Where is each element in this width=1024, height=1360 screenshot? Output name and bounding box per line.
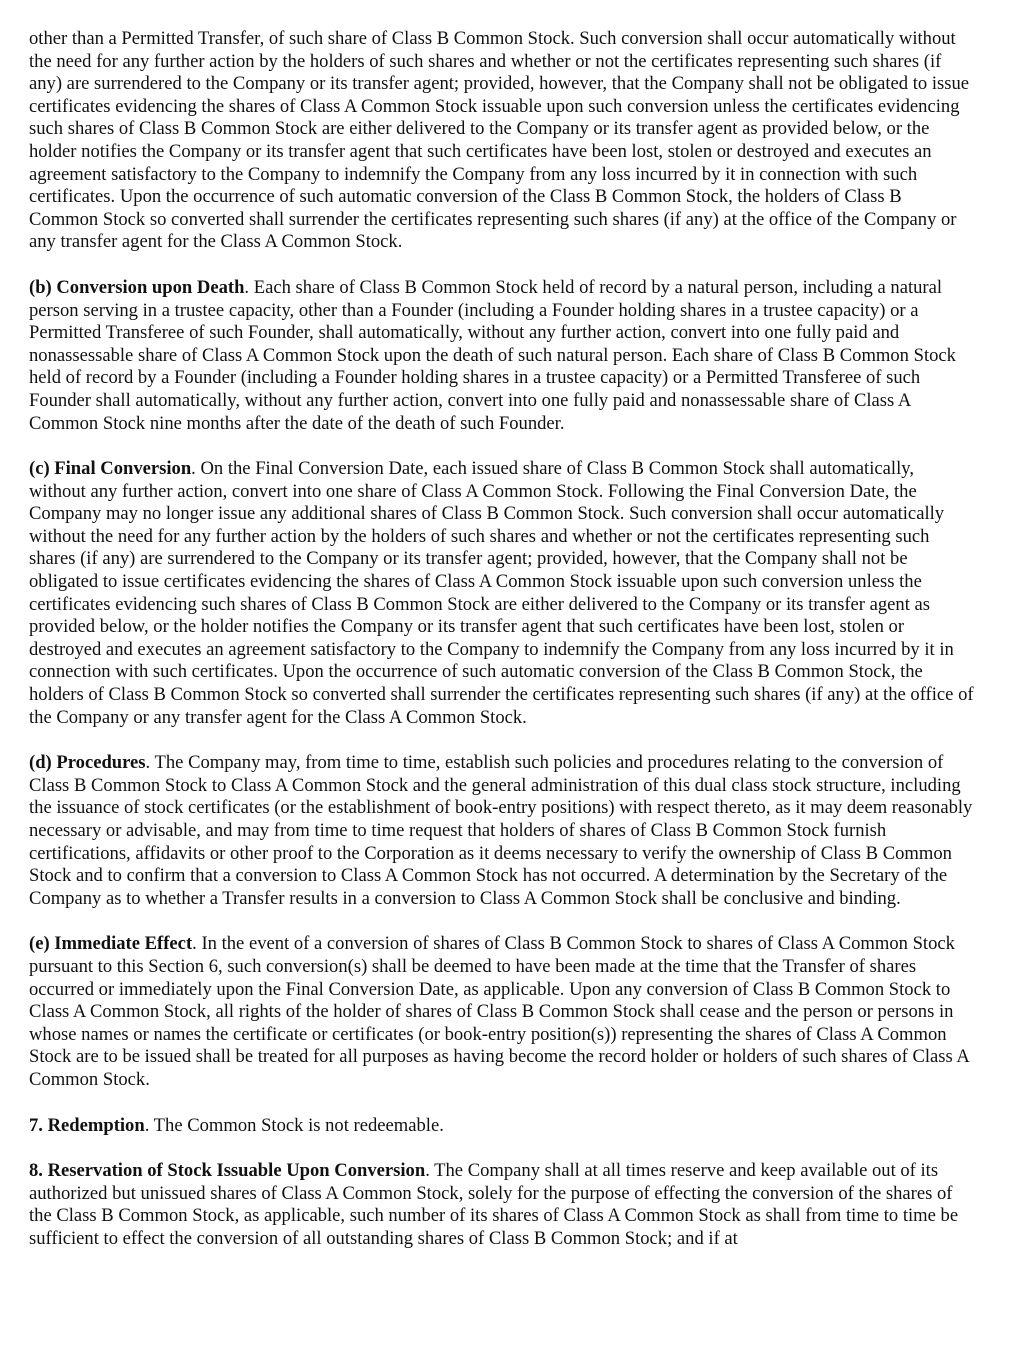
- section-heading: 8. Reservation of Stock Issuable Upon Conversion: [29, 1160, 426, 1182]
- section-conversion-upon-death: [29, 277, 974, 435]
- section-redemption: [29, 1115, 974, 1138]
- section-body: . The Common Stock is not redeemable.: [144, 1114, 444, 1136]
- continuation-paragraph: other than a Permitted Transfer, of such share of Class B Common Stock. Such conversion shall occur automatically without the need for any further action by the holders of such shares and whether or not the certificates representing such shares (if any) are surrendered to the Company or its transfer agent; provided, however, that the Company shall not be obligated to issue certificates evidencing the shares of Class A Common Stock issuable upon such conversion unless the certificates evidencing such shares of Class B Common Stock are either delivered to the Company or its transfer agent as provided below, or the holder notifies the Company or its transfer agent that such certificates have been lost, stolen or destroyed and executes an agreement satisfactory to the Company to indemnify the Company from any loss incurred by it in connection with such certificates. Upon the occurrence of such automatic conversion of the Class B Common Stock, the holders of Class B Common Stock so converted shall surrender the certificates representing such shares (if any) at the office of the Company or any transfer agent for the Class A Common Stock.: [29, 28, 970, 253]
- section-body: . On the Final Conversion Date, each issued share of Class B Common Stock shall automatically, without any further action, convert into one share of Class A Common Stock. Following the Final Conversion Date, the Company may no longer issue any additional shares of Class B Common Stock. Such conversion shall occur automatically without the need for any further action by the holders of such shares and whether or not the certificates representing such shares (if any) are surrendered to the Company or its transfer agent; provided, however, that the Company shall not be obligated to issue certificates evidencing the shares of Class A Common Stock issuable upon such conversion unless the certificates evidencing such shares of Class B Common Stock are either delivered to the Company or its transfer agent as provided below, or the holder notifies the Company or its transfer agent that such certificates have been lost, stolen or destroyed and executes an agreement satisfactory to the Company to indemnify the Company from any loss incurred by it in connection with such certificates. Upon the occurrence of such automatic conversion of the Class B Common Stock, the holders of Class B Common Stock so converted shall surrender the certificates representing such shares (if any) at the office of the Company or any transfer agent for the Class A Common Stock.: [29, 458, 974, 728]
- section-heading: 7. Redemption: [29, 1114, 145, 1136]
- section-heading: (d) Procedures: [29, 752, 146, 774]
- section-body: . Each share of Class B Common Stock held of record by a natural person, including a natural person serving in a trustee capacity, other than a Founder (including a Founder holding shares in a trustee capacity) or a Permitted Transferee of such Founder, shall automatically, without any further action, convert into one fully paid and nonassessable share of Class A Common Stock upon the death of such natural person. Each share of Class B Common Stock held of record by a Founder (including a Founder holding shares in a trustee capacity) or a Permitted Transferee of such Founder shall automatically, without any further action, convert into one fully paid and nonassessable share of Class A Common Stock nine months after the date of the death of such Founder.: [29, 276, 956, 434]
- section-heading: (b) Conversion upon Death: [29, 276, 245, 298]
- section-procedures: [29, 752, 974, 910]
- section-body: . The Company may, from time to time, establish such policies and procedures relating to the conversion of Class B Common Stock to Class A Common Stock and the general administration of this dual class stock structure, including the issuance of stock certificates (or the establishment of book-entry positions) with respect thereto, as it may deem reasonably necessary or advisable, and may from time to time request that holders of shares of Class B Common Stock furnish certifications, affidavits or other proof to the Corporation as it deems necessary to verify the ownership of Class B Common Stock and to confirm that a conversion to Class A Common Stock has not occurred. A determination by the Secretary of the Company as to whether a Transfer results in a conversion to Class A Common Stock shall be conclusive and binding.: [29, 752, 973, 909]
- section-final-conversion: [29, 458, 974, 729]
- section-heading: (e) Immediate Effect: [29, 933, 193, 955]
- section-body: . The Company shall at all times reserve and keep available out of its authorized but unissued shares of Class A Common Stock, solely for the purpose of effecting the conversion of the shares of the Class B Common Stock, as applicable, such number of its shares of Class A Common Stock as shall from time to time be sufficient to effect the conversion of all outstanding shares of Class B Common Stock; and if at: [29, 1160, 959, 1249]
- section-body: . In the event of a conversion of shares of Class B Common Stock to shares of Class A Common Stock pursuant to this Section 6, such conversion(s) shall be deemed to have been made at the time that the Transfer of shares occurred or immediately upon the Final Conversion Date, as applicable. Upon any conversion of Class B Common Stock to Class A Common Stock, all rights of the holder of shares of Class B Common Stock shall cease and the person or persons in whose names or names the certificate or certificates (or book-entry position(s)) representing the shares of Class A Common Stock are to be issued shall be treated for all purposes as having become the record holder or holders of such shares of Class A Common Stock.: [29, 933, 969, 1090]
- section-immediate-effect: [29, 933, 974, 1091]
- section-heading: (c) Final Conversion: [29, 458, 192, 480]
- section-reservation-of-stock: [29, 1160, 974, 1250]
